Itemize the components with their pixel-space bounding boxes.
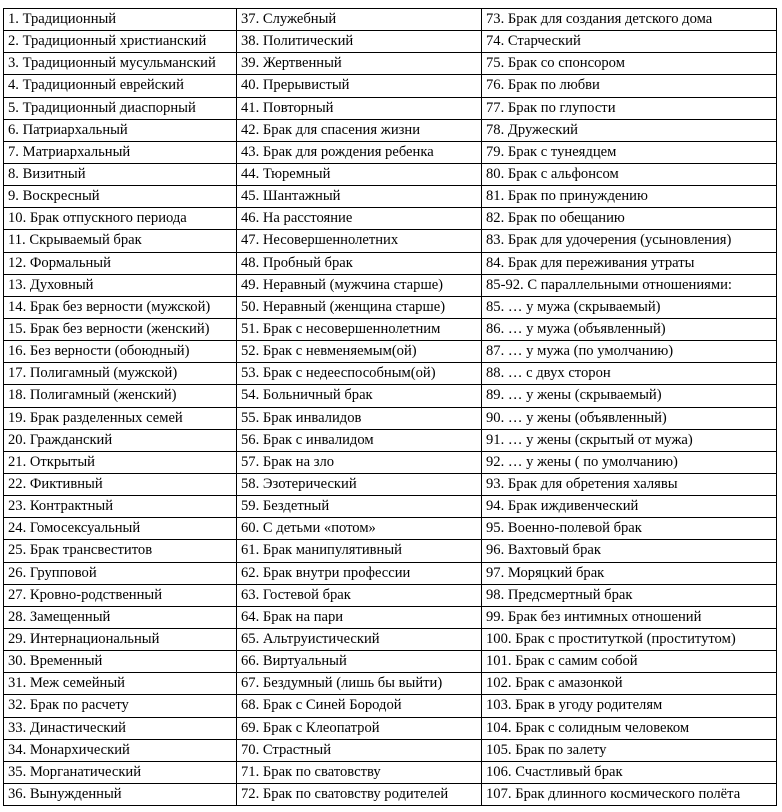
table-cell: 63. Гостевой брак <box>237 584 482 606</box>
table-cell: 45. Шантажный <box>237 186 482 208</box>
table-cell: 92. … у жены ( по умолчанию) <box>482 451 777 473</box>
table-row <box>4 673 777 695</box>
table-cell: 1. Традиционный <box>4 9 237 31</box>
table-row <box>4 141 777 163</box>
table-row <box>4 562 777 584</box>
table-cell: 2. Традиционный христианский <box>4 31 237 53</box>
table-row <box>4 695 777 717</box>
table-cell: 67. Бездумный (лишь бы выйти) <box>237 673 482 695</box>
table-row <box>4 75 777 97</box>
table-cell: 88. … с двух сторон <box>482 363 777 385</box>
table-cell: 14. Брак без верности (мужской) <box>4 296 237 318</box>
table-cell: 51. Брак с несовершеннолетним <box>237 318 482 340</box>
table-cell: 95. Военно-полевой брак <box>482 518 777 540</box>
table-cell: 105. Брак по залету <box>482 739 777 761</box>
table-cell: 10. Брак отпускного периода <box>4 208 237 230</box>
table-cell: 50. Неравный (женщина старше) <box>237 296 482 318</box>
table-cell: 28. Замещенный <box>4 606 237 628</box>
table-cell: 33. Династический <box>4 717 237 739</box>
table-cell: 85. … у мужа (скрываемый) <box>482 296 777 318</box>
table-cell: 87. … у мужа (по умолчанию) <box>482 341 777 363</box>
table-cell: 40. Прерывистый <box>237 75 482 97</box>
table-cell: 4. Традиционный еврейский <box>4 75 237 97</box>
table-row <box>4 385 777 407</box>
table-cell: 20. Гражданский <box>4 429 237 451</box>
table-row <box>4 429 777 451</box>
table-cell: 74. Старческий <box>482 31 777 53</box>
marriage-types-table <box>3 8 777 806</box>
table-cell: 56. Брак с инвалидом <box>237 429 482 451</box>
table-cell: 35. Морганатический <box>4 761 237 783</box>
table-cell: 64. Брак на пари <box>237 606 482 628</box>
table-row <box>4 53 777 75</box>
table-cell: 22. Фиктивный <box>4 473 237 495</box>
table-cell: 68. Брак с Синей Бородой <box>237 695 482 717</box>
table-cell: 77. Брак по глупости <box>482 97 777 119</box>
table-cell: 23. Контрактный <box>4 496 237 518</box>
table-cell: 8. Визитный <box>4 163 237 185</box>
table-row <box>4 252 777 274</box>
table-row <box>4 651 777 673</box>
table-cell: 21. Открытый <box>4 451 237 473</box>
table-row <box>4 739 777 761</box>
table-cell: 69. Брак с Клеопатрой <box>237 717 482 739</box>
table-cell: 43. Брак для рождения ребенка <box>237 141 482 163</box>
table-cell: 38. Политический <box>237 31 482 53</box>
table-cell: 54. Больничный брак <box>237 385 482 407</box>
table-cell: 16. Без верности (обоюдный) <box>4 341 237 363</box>
table-cell: 80. Брак с альфонсом <box>482 163 777 185</box>
table-cell: 13. Духовный <box>4 274 237 296</box>
table-cell: 99. Брак без интимных отношений <box>482 606 777 628</box>
table-cell: 17. Полигамный (мужской) <box>4 363 237 385</box>
table-cell: 24. Гомосексуальный <box>4 518 237 540</box>
table-row <box>4 606 777 628</box>
table-cell: 101. Брак с самим собой <box>482 651 777 673</box>
table-cell: 7. Матриархальный <box>4 141 237 163</box>
table-row <box>4 186 777 208</box>
table-cell: 100. Брак с проституткой (проститутом) <box>482 628 777 650</box>
table-cell: 76. Брак по любви <box>482 75 777 97</box>
table-cell: 55. Брак инвалидов <box>237 407 482 429</box>
table-row <box>4 318 777 340</box>
table-row <box>4 97 777 119</box>
table-cell: 27. Кровно-родственный <box>4 584 237 606</box>
table-cell: 72. Брак по сватовству родителей <box>237 783 482 805</box>
table-cell: 96. Вахтовый брак <box>482 540 777 562</box>
table-row <box>4 783 777 805</box>
table-cell: 57. Брак на зло <box>237 451 482 473</box>
table-row <box>4 496 777 518</box>
table-cell: 58. Эзотерический <box>237 473 482 495</box>
table-row <box>4 518 777 540</box>
table-cell: 41. Повторный <box>237 97 482 119</box>
table-row <box>4 473 777 495</box>
table-cell: 65. Альтруистический <box>237 628 482 650</box>
table-row <box>4 230 777 252</box>
table-cell: 106. Счастливый брак <box>482 761 777 783</box>
table-cell: 32. Брак по расчету <box>4 695 237 717</box>
table-body <box>4 9 777 806</box>
table-cell: 30. Временный <box>4 651 237 673</box>
table-cell: 11. Скрываемый брак <box>4 230 237 252</box>
table-cell: 78. Дружеский <box>482 119 777 141</box>
table-cell: 107. Брак длинного космического полёта <box>482 783 777 805</box>
table-cell: 90. … у жены (объявленный) <box>482 407 777 429</box>
table-row <box>4 584 777 606</box>
table-row <box>4 451 777 473</box>
table-cell: 66. Виртуальный <box>237 651 482 673</box>
table-row <box>4 717 777 739</box>
table-row <box>4 363 777 385</box>
table-cell: 97. Моряцкий брак <box>482 562 777 584</box>
table-cell: 15. Брак без верности (женский) <box>4 318 237 340</box>
table-cell: 19. Брак разделенных семей <box>4 407 237 429</box>
table-cell: 89. … у жены (скрываемый) <box>482 385 777 407</box>
table-cell: 12. Формальный <box>4 252 237 274</box>
table-row <box>4 341 777 363</box>
table-row <box>4 31 777 53</box>
table-cell: 29. Интернациональный <box>4 628 237 650</box>
table-cell: 103. Брак в угоду родителям <box>482 695 777 717</box>
table-cell: 59. Бездетный <box>237 496 482 518</box>
table-cell: 42. Брак для спасения жизни <box>237 119 482 141</box>
table-cell: 46. На расстояние <box>237 208 482 230</box>
table-row <box>4 208 777 230</box>
table-cell: 48. Пробный брак <box>237 252 482 274</box>
table-cell: 81. Брак по принуждению <box>482 186 777 208</box>
table-cell: 62. Брак внутри профессии <box>237 562 482 584</box>
table-cell: 36. Вынужденный <box>4 783 237 805</box>
table-cell: 47. Несовершеннолетних <box>237 230 482 252</box>
table-row <box>4 628 777 650</box>
table-row <box>4 119 777 141</box>
table-cell: 93. Брак для обретения халявы <box>482 473 777 495</box>
table-row <box>4 540 777 562</box>
table-cell: 44. Тюремный <box>237 163 482 185</box>
table-row <box>4 9 777 31</box>
table-cell: 83. Брак для удочерения (усыновления) <box>482 230 777 252</box>
table-cell: 9. Воскресный <box>4 186 237 208</box>
table-cell: 102. Брак с амазонкой <box>482 673 777 695</box>
table-cell: 61. Брак манипулятивный <box>237 540 482 562</box>
table-cell: 49. Неравный (мужчина старше) <box>237 274 482 296</box>
table-cell: 73. Брак для создания детского дома <box>482 9 777 31</box>
table-cell: 104. Брак с солидным человеком <box>482 717 777 739</box>
table-cell: 5. Традиционный диаспорный <box>4 97 237 119</box>
table-cell: 91. … у жены (скрытый от мужа) <box>482 429 777 451</box>
table-row <box>4 296 777 318</box>
table-cell: 6. Патриархальный <box>4 119 237 141</box>
table-cell: 94. Брак иждивенческий <box>482 496 777 518</box>
table-cell: 37. Служебный <box>237 9 482 31</box>
table-row <box>4 407 777 429</box>
table-cell: 86. … у мужа (объявленный) <box>482 318 777 340</box>
table-cell: 18. Полигамный (женский) <box>4 385 237 407</box>
table-cell: 25. Брак трансвеститов <box>4 540 237 562</box>
table-cell: 84. Брак для переживания утраты <box>482 252 777 274</box>
table-cell: 3. Традиционный мусульманский <box>4 53 237 75</box>
table-cell: 70. Страстный <box>237 739 482 761</box>
table-cell: 71. Брак по сватовству <box>237 761 482 783</box>
table-cell: 60. С детьми «потом» <box>237 518 482 540</box>
table-row <box>4 274 777 296</box>
table-cell: 85-92. С параллельными отношениями: <box>482 274 777 296</box>
table-cell: 79. Брак с тунеядцем <box>482 141 777 163</box>
table-row <box>4 163 777 185</box>
table-row <box>4 761 777 783</box>
table-cell: 34. Монархический <box>4 739 237 761</box>
table-cell: 53. Брак с недееспособным(ой) <box>237 363 482 385</box>
table-cell: 31. Меж семейный <box>4 673 237 695</box>
table-cell: 39. Жертвенный <box>237 53 482 75</box>
table-cell: 26. Групповой <box>4 562 237 584</box>
table-cell: 75. Брак со спонсором <box>482 53 777 75</box>
table-cell: 98. Предсмертный брак <box>482 584 777 606</box>
table-cell: 52. Брак с невменяемым(ой) <box>237 341 482 363</box>
table-cell: 82. Брак по обещанию <box>482 208 777 230</box>
